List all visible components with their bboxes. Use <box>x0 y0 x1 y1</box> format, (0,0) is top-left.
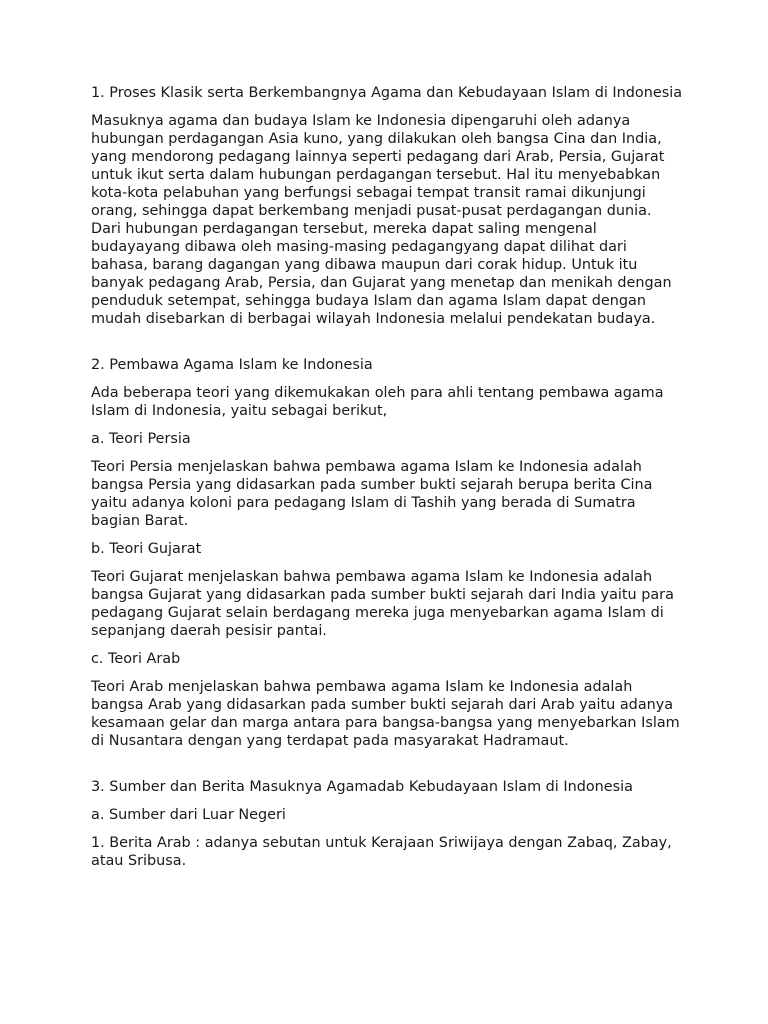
text-line: hubungan perdagangan Asia kuno, yang dilakukan oleh bangsa Cina dan India, <box>91 131 662 147</box>
text-line: bagian Barat. <box>91 513 189 529</box>
text-line: bahasa, barang dagangan yang dibawa maupun dari corak hidup. Untuk itu <box>91 257 638 273</box>
text-line: Teori Persia menjelaskan bahwa pembawa agama Islam ke Indonesia adalah <box>91 459 642 475</box>
theory-gujarat-title: b. Teori Gujarat <box>91 541 202 557</box>
text-line: yang mendorong pedagang lainnya seperti pedagang dari Arab, Persia, Gujarat <box>91 149 665 165</box>
section-1-heading: 1. Proses Klasik serta Berkembangnya Agama dan Kebudayaan Islam di Indonesia <box>91 85 683 101</box>
text-line: Teori Arab menjelaskan bahwa pembawa agama Islam ke Indonesia adalah <box>91 679 633 695</box>
text-line: Islam di Indonesia, yaitu sebagai berikut, <box>91 403 388 419</box>
text-line: bangsa Persia yang didasarkan pada sumber bukti sejarah berupa berita Cina <box>91 477 653 493</box>
section-3-subheading: a. Sumber dari Luar Negeri <box>91 807 286 823</box>
text-line: budayayang dibawa oleh masing-masing pedagangyang dapat dilihat dari <box>91 239 627 255</box>
text-line: pedagang Gujarat selain berdagang mereka juga menyebarkan agama Islam di <box>91 605 664 621</box>
section-3-heading: 3. Sumber dan Berita Masuknya Agamadab Kebudayaan Islam di Indonesia <box>91 779 633 795</box>
section-3-item <box>91 834 691 870</box>
text-line: Masuknya agama dan budaya Islam ke Indonesia dipengaruhi oleh adanya <box>91 113 631 129</box>
theory-gujarat-text <box>91 568 691 640</box>
text-line: kota-kota pelabuhan yang berfungsi sebagai tempat transit ramai dikunjungi <box>91 185 646 201</box>
document-page <box>91 84 691 880</box>
text-line: banyak pedagang Arab, Persia, dan Gujarat yang menetap dan menikah dengan <box>91 275 672 291</box>
blank-line <box>91 338 691 356</box>
theory-persia-text <box>91 458 691 530</box>
text-line: mudah disebarkan di berbagai wilayah Indonesia melalui pendekatan budaya. <box>91 311 656 327</box>
text-line: penduduk setempat, sehingga budaya Islam dan agama Islam dapat dengan <box>91 293 646 309</box>
text-line: yaitu adanya koloni para pedagang Islam di Tashih yang berada di Sumatra <box>91 495 636 511</box>
text-line: untuk ikut serta dalam hubungan perdagangan tersebut. Hal itu menyebabkan <box>91 167 661 183</box>
theory-arab-text <box>91 678 691 750</box>
text-line: di Nusantara dengan yang terdapat pada masyarakat Hadramaut. <box>91 733 569 749</box>
theory-arab-title: c. Teori Arab <box>91 651 181 667</box>
theory-persia-title: a. Teori Persia <box>91 431 191 447</box>
text-line: sepanjang daerah pesisir pantai. <box>91 623 327 639</box>
text-line: bangsa Gujarat yang didasarkan pada sumber bukti sejarah dari India yaitu para <box>91 587 674 603</box>
section-2-intro <box>91 384 691 420</box>
text-line: Teori Gujarat menjelaskan bahwa pembawa agama Islam ke Indonesia adalah <box>91 569 653 585</box>
text-line: Dari hubungan perdagangan tersebut, mereka dapat saling mengenal <box>91 221 597 237</box>
section-2-heading: 2. Pembawa Agama Islam ke Indonesia <box>91 357 373 373</box>
text-line: kesamaan gelar dan marga antara para bangsa-bangsa yang menyebarkan Islam <box>91 715 680 731</box>
text-line: bangsa Arab yang didasarkan pada sumber bukti sejarah dari Arab yaitu adanya <box>91 697 674 713</box>
text-line: 1. Berita Arab : adanya sebutan untuk Kerajaan Sriwijaya dengan Zabaq, Zabay, <box>91 835 672 851</box>
text-line: Ada beberapa teori yang dikemukakan oleh para ahli tentang pembawa agama <box>91 385 664 401</box>
blank-line <box>91 760 691 778</box>
section-1-paragraph <box>91 112 691 328</box>
text-line: orang, sehingga dapat berkembang menjadi pusat-pusat perdagangan dunia. <box>91 203 652 219</box>
text-line: atau Sribusa. <box>91 853 187 869</box>
